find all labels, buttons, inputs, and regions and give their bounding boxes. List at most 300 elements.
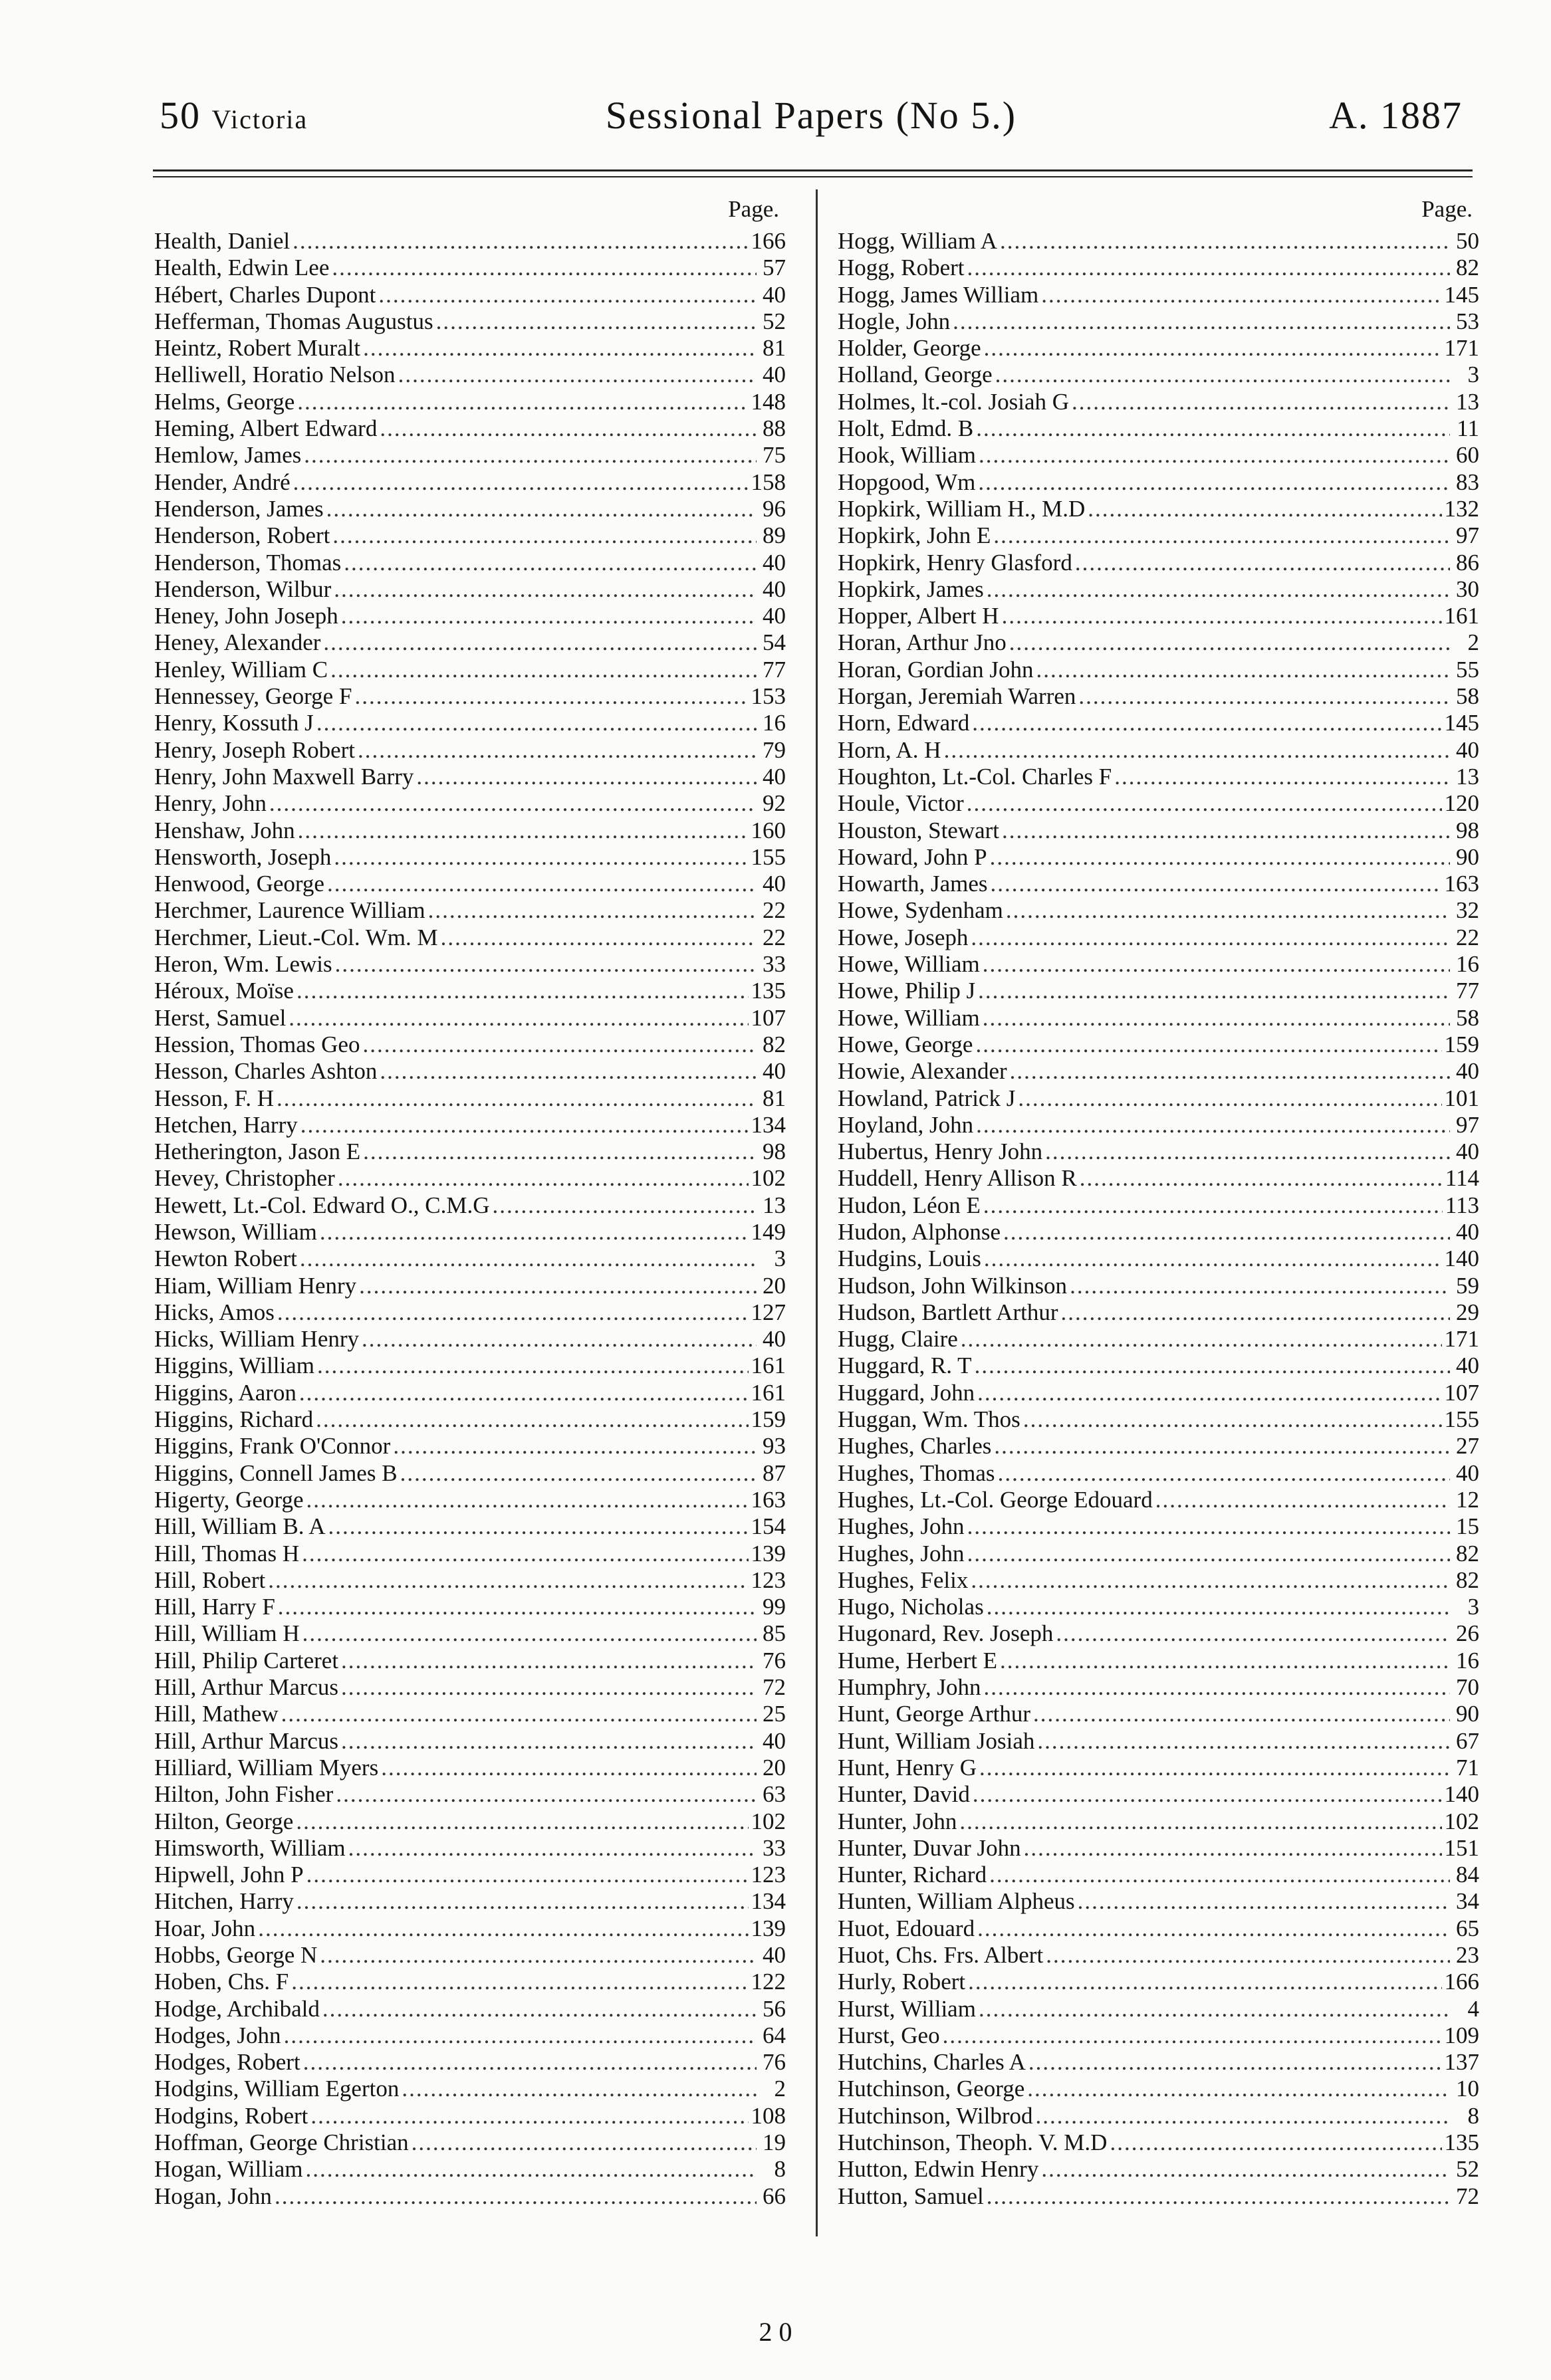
index-entry xyxy=(154,1352,786,1379)
leader-dots xyxy=(1000,228,1450,255)
entry-name: Hook, William xyxy=(838,442,976,469)
leader-dots xyxy=(299,1380,749,1406)
entry-page: 149 xyxy=(751,1218,786,1245)
leader-dots xyxy=(1061,1299,1451,1326)
index-entry xyxy=(154,603,786,629)
leader-dots xyxy=(278,1594,757,1620)
entry-page: 40 xyxy=(763,871,786,897)
index-entry xyxy=(838,522,1479,549)
leader-dots xyxy=(1002,603,1442,629)
leader-dots xyxy=(412,2129,757,2156)
leader-dots xyxy=(987,1594,1450,1620)
index-entry xyxy=(154,924,786,951)
index-entry xyxy=(154,1406,786,1433)
entry-page: 122 xyxy=(751,1969,786,1995)
entry-page: 161 xyxy=(751,1379,786,1406)
entry-page: 109 xyxy=(1444,2022,1479,2048)
entry-page: 123 xyxy=(751,1567,786,1593)
entry-page: 154 xyxy=(751,1513,786,1540)
leader-dots xyxy=(968,1969,1441,1995)
entry-page: 59 xyxy=(1456,1272,1479,1299)
leader-dots xyxy=(1037,1728,1450,1755)
leader-dots xyxy=(979,1996,1450,2022)
index-entry xyxy=(838,2049,1479,2076)
entry-page: 33 xyxy=(763,1834,786,1861)
leader-dots xyxy=(293,469,749,496)
index-entry xyxy=(838,817,1479,844)
index-entry xyxy=(154,469,786,496)
entry-page: 166 xyxy=(1444,1969,1479,1995)
entry-name: Hicks, William Henry xyxy=(154,1326,360,1352)
entry-name: Horan, Gordian John xyxy=(838,656,1034,683)
entry-name: Henley, William C xyxy=(154,656,328,683)
leader-dots xyxy=(983,1192,1443,1219)
entry-page: 58 xyxy=(1456,1004,1479,1031)
index-entry xyxy=(838,442,1479,469)
entry-page: 85 xyxy=(763,1620,786,1647)
index-entry xyxy=(154,1058,786,1085)
entry-page: 64 xyxy=(763,2022,786,2048)
leader-dots xyxy=(972,710,1441,736)
entry-name: Herst, Samuel xyxy=(154,1004,287,1031)
leader-dots xyxy=(983,1005,1450,1031)
leader-dots xyxy=(362,1326,757,1352)
entry-name: Hilton, George xyxy=(154,1808,294,1834)
index-list-right xyxy=(838,228,1479,2210)
entry-name: Houghton, Lt.-Col. Charles F xyxy=(838,763,1112,790)
entry-page: 20 xyxy=(763,1272,786,1299)
entry-name: Hutton, Samuel xyxy=(838,2183,984,2209)
leader-dots xyxy=(416,764,757,790)
entry-page: 163 xyxy=(751,1486,786,1513)
index-entry xyxy=(154,1138,786,1165)
entry-name: Hoyland, John xyxy=(838,1111,974,1138)
entry-name: Hewton Robert xyxy=(154,1245,297,1272)
entry-page: 34 xyxy=(1456,1888,1479,1915)
entry-name: Heney, John Joseph xyxy=(154,603,338,629)
leader-dots xyxy=(1041,2156,1450,2183)
leader-dots xyxy=(1010,1058,1450,1085)
leader-dots xyxy=(976,415,1450,442)
index-entry xyxy=(154,817,786,844)
entry-name: Hunter, David xyxy=(838,1781,970,1808)
index-entry xyxy=(838,1728,1479,1755)
entry-name: Hicks, Amos xyxy=(154,1299,275,1325)
entry-page: 22 xyxy=(763,924,786,950)
leader-dots xyxy=(1155,1487,1450,1513)
entry-page: 114 xyxy=(1445,1165,1479,1192)
entry-name: Henderson, Thomas xyxy=(154,549,342,576)
entry-page: 58 xyxy=(1456,683,1479,710)
entry-name: Holmes, lt.-col. Josiah G xyxy=(838,388,1070,415)
entry-name: Hughes, Felix xyxy=(838,1567,969,1593)
entry-page: 40 xyxy=(763,576,786,602)
index-entry xyxy=(838,1513,1479,1540)
entry-page: 23 xyxy=(1456,1942,1479,1968)
entry-name: Hunter, John xyxy=(838,1808,957,1834)
index-entry xyxy=(838,1165,1479,1192)
entry-name: Huddell, Henry Allison R xyxy=(838,1165,1077,1192)
index-entry xyxy=(838,1380,1479,1406)
entry-name: Hutchinson, Wilbrod xyxy=(838,2102,1033,2129)
entry-page: 155 xyxy=(1444,1406,1479,1433)
leader-dots xyxy=(291,1969,748,1995)
entry-name: Hilton, John Fisher xyxy=(154,1781,334,1808)
entry-name: Hogg, William A xyxy=(838,228,998,254)
leader-dots xyxy=(344,550,757,576)
entry-name: Hill, Thomas H xyxy=(154,1540,300,1567)
index-entry xyxy=(838,255,1479,281)
entry-name: Hogan, William xyxy=(154,2156,303,2183)
entry-page: 75 xyxy=(763,442,786,469)
leader-dots xyxy=(1033,1701,1450,1727)
leader-dots xyxy=(334,844,748,871)
index-entry xyxy=(838,362,1479,388)
leader-dots xyxy=(943,2022,1442,2049)
index-entry xyxy=(154,1433,786,1460)
leader-dots xyxy=(336,1781,757,1808)
leader-dots xyxy=(1110,2129,1441,2156)
index-entry xyxy=(838,1058,1479,1085)
index-entry xyxy=(838,1005,1479,1031)
entry-name: Hopper, Albert H xyxy=(838,603,999,629)
entry-name: Hill, Philip Carteret xyxy=(154,1647,339,1674)
index-entry xyxy=(838,1620,1479,1647)
index-entry xyxy=(838,1352,1479,1379)
leader-dots xyxy=(1070,1273,1450,1299)
leader-dots xyxy=(359,1273,757,1299)
index-entry xyxy=(838,1219,1479,1245)
index-column-left xyxy=(154,196,786,2210)
entry-page: 52 xyxy=(763,308,786,334)
entry-page: 40 xyxy=(763,763,786,790)
entry-name: Helms, George xyxy=(154,388,295,415)
index-entry xyxy=(838,657,1479,683)
entry-name: Hoben, Chs. F xyxy=(154,1969,289,1995)
entry-name: Hetchen, Harry xyxy=(154,1111,298,1138)
index-entry xyxy=(838,1862,1479,1888)
entry-name: Howarth, James xyxy=(838,871,988,897)
index-entry xyxy=(154,1192,786,1219)
leader-dots xyxy=(297,389,748,415)
leader-dots xyxy=(994,1433,1450,1460)
entry-name: Hodges, John xyxy=(154,2022,281,2048)
entry-name: Hipwell, John P xyxy=(154,1862,304,1888)
entry-name: Holland, George xyxy=(838,362,993,388)
leader-dots xyxy=(398,362,757,388)
entry-name: Hughes, Lt.-Col. George Edouard xyxy=(838,1486,1153,1513)
entry-page: 102 xyxy=(751,1165,786,1192)
index-entry xyxy=(838,1969,1479,1995)
index-entry xyxy=(154,1594,786,1620)
index-entry xyxy=(154,415,786,442)
index-entry xyxy=(154,897,786,924)
entry-page: 90 xyxy=(1456,843,1479,870)
index-entry xyxy=(154,1567,786,1594)
index-entry xyxy=(838,1888,1479,1915)
entry-page: 40 xyxy=(763,1058,786,1085)
index-entry xyxy=(154,764,786,790)
entry-page: 2 xyxy=(1467,629,1479,656)
leader-dots xyxy=(284,2022,757,2049)
index-entry xyxy=(838,1406,1479,1433)
leader-dots xyxy=(362,1031,757,1058)
entry-name: Hewett, Lt.-Col. Edward O., C.M.G xyxy=(154,1192,490,1218)
leader-dots xyxy=(983,951,1450,978)
entry-name: Hill, Robert xyxy=(154,1567,266,1593)
entry-page: 101 xyxy=(1444,1085,1479,1111)
entry-name: Howland, Patrick J xyxy=(838,1085,1016,1111)
entry-page: 82 xyxy=(1456,1567,1479,1593)
entry-page: 171 xyxy=(1444,1326,1479,1352)
index-entry xyxy=(154,2103,786,2129)
entry-name: Hogle, John xyxy=(838,308,951,334)
index-entry xyxy=(154,657,786,683)
leader-dots xyxy=(1024,1835,1442,1862)
leader-dots xyxy=(332,522,757,549)
leader-dots xyxy=(277,1085,757,1112)
leader-dots xyxy=(316,1406,748,1433)
entry-page: 127 xyxy=(751,1299,786,1325)
entry-page: 99 xyxy=(763,1594,786,1620)
index-entry xyxy=(838,2156,1479,2183)
index-entry xyxy=(154,1541,786,1567)
leader-dots xyxy=(380,415,757,442)
entry-name: Hill, Arthur Marcus xyxy=(154,1674,339,1701)
leader-dots xyxy=(277,1299,749,1326)
entry-page: 11 xyxy=(1457,415,1479,442)
entry-page: 140 xyxy=(1444,1245,1479,1272)
index-entry xyxy=(154,1969,786,1995)
entry-name: Hudon, Léon E xyxy=(838,1192,981,1218)
entry-page: 76 xyxy=(763,1647,786,1674)
entry-name: Herchmer, Laurence William xyxy=(154,897,425,924)
leader-dots xyxy=(281,1701,757,1727)
leader-dots xyxy=(297,1888,749,1915)
index-entry xyxy=(154,1460,786,1487)
entry-name: Hurst, Geo xyxy=(838,2022,940,2048)
entry-name: Hogan, John xyxy=(154,2183,272,2209)
entry-page: 40 xyxy=(763,603,786,629)
leader-dots xyxy=(971,924,1450,951)
entry-page: 33 xyxy=(763,951,786,978)
index-entry xyxy=(838,1487,1479,1513)
leader-dots xyxy=(979,1755,1450,1781)
leader-dots xyxy=(959,1808,1441,1835)
leader-dots xyxy=(973,1781,1442,1808)
entry-page: 79 xyxy=(763,736,786,763)
entry-page: 135 xyxy=(1444,2129,1479,2156)
entry-name: Hugg, Claire xyxy=(838,1326,958,1352)
index-entry xyxy=(838,576,1479,603)
entry-page: 40 xyxy=(763,1326,786,1352)
leader-dots xyxy=(306,1487,749,1513)
entry-name: Hopkirk, John E xyxy=(838,522,991,549)
index-entry xyxy=(154,1674,786,1701)
index-entry xyxy=(154,1808,786,1835)
leader-dots xyxy=(984,1245,1442,1272)
entry-name: Hiam, William Henry xyxy=(154,1272,357,1299)
entry-name: Hugonard, Rev. Joseph xyxy=(838,1620,1054,1647)
leader-dots xyxy=(297,978,749,1004)
index-entry xyxy=(154,1620,786,1647)
index-entry xyxy=(154,629,786,656)
index-entry xyxy=(838,629,1479,656)
leader-dots xyxy=(1006,897,1450,924)
index-entry xyxy=(154,1888,786,1915)
index-entry xyxy=(838,790,1479,817)
entry-name: Héroux, Moïse xyxy=(154,978,294,1004)
leader-dots xyxy=(338,1165,749,1192)
index-entry xyxy=(838,2183,1479,2210)
entry-page: 81 xyxy=(763,1085,786,1111)
page-number-value: 50 xyxy=(160,94,201,137)
entry-name: Holt, Edmd. B xyxy=(838,415,974,442)
leader-dots xyxy=(961,1326,1442,1352)
index-entry xyxy=(154,844,786,871)
entry-name: Hutchins, Charles A xyxy=(838,2049,1026,2076)
entry-page: 13 xyxy=(1456,763,1479,790)
entry-page: 40 xyxy=(1456,1218,1479,1245)
entry-page: 60 xyxy=(1456,442,1479,469)
index-entry xyxy=(154,2129,786,2156)
leader-dots xyxy=(967,1541,1450,1567)
column-divider xyxy=(816,189,818,2236)
entry-page: 96 xyxy=(763,495,786,522)
entry-name: Higerty, George xyxy=(154,1486,304,1513)
index-entry xyxy=(838,228,1479,255)
leader-dots xyxy=(381,1755,757,1781)
leader-dots xyxy=(1018,1085,1441,1112)
index-entry xyxy=(838,2022,1479,2049)
entry-name: Hender, André xyxy=(154,469,291,495)
index-entry xyxy=(154,335,786,362)
entry-name: Hutton, Edwin Henry xyxy=(838,2156,1039,2183)
entry-name: Higgins, Aaron xyxy=(154,1379,297,1406)
entry-name: Hudgins, Louis xyxy=(838,1245,981,1272)
entry-page: 139 xyxy=(751,1540,786,1567)
entry-page: 40 xyxy=(763,362,786,388)
leader-dots xyxy=(967,1513,1450,1540)
index-entry xyxy=(154,710,786,736)
leader-dots xyxy=(258,1915,748,1942)
leader-dots xyxy=(400,1460,757,1487)
index-entry xyxy=(838,282,1479,308)
entry-page: 27 xyxy=(1456,1433,1479,1460)
entry-name: Howe, William xyxy=(838,1004,980,1031)
entry-name: Hopgood, Wm xyxy=(838,469,976,495)
entry-page: 50 xyxy=(1456,228,1479,254)
entry-page: 123 xyxy=(751,1862,786,1888)
entry-name: Henwood, George xyxy=(154,871,324,897)
index-column-right xyxy=(838,196,1479,2210)
leader-dots xyxy=(1056,1620,1450,1647)
entry-page: 139 xyxy=(751,1915,786,1941)
index-entry xyxy=(154,2049,786,2076)
leader-dots xyxy=(1027,2076,1450,2102)
entry-name: Higgins, William xyxy=(154,1352,315,1379)
entry-page: 97 xyxy=(1456,1111,1479,1138)
entry-page: 132 xyxy=(1444,495,1479,522)
leader-dots xyxy=(977,1915,1450,1942)
leader-dots xyxy=(354,683,748,710)
index-entry xyxy=(838,737,1479,764)
leader-dots xyxy=(363,335,757,362)
entry-page: 40 xyxy=(763,281,786,308)
index-entry xyxy=(154,978,786,1004)
leader-dots xyxy=(944,737,1450,764)
index-entry xyxy=(838,924,1479,951)
leader-dots xyxy=(330,657,757,683)
index-entry xyxy=(154,1245,786,1272)
entry-page: 40 xyxy=(1456,1460,1479,1486)
index-entry xyxy=(838,469,1479,496)
entry-name: Hughes, John xyxy=(838,1540,965,1567)
entry-page: 81 xyxy=(763,335,786,362)
entry-name: Hemlow, James xyxy=(154,442,302,469)
index-entry xyxy=(154,1487,786,1513)
entry-name: Hesson, F. H xyxy=(154,1085,274,1111)
leader-dots xyxy=(428,897,757,924)
entry-name: Huggard, John xyxy=(838,1379,975,1406)
entry-page: 13 xyxy=(1456,388,1479,415)
index-entry xyxy=(838,308,1479,335)
entry-page: 77 xyxy=(1456,978,1479,1004)
entry-page: 13 xyxy=(763,1192,786,1218)
entry-name: Horn, Edward xyxy=(838,710,970,736)
index-entry xyxy=(838,1942,1479,1969)
entry-name: Herchmer, Lieut.-Col. Wm. M xyxy=(154,924,438,950)
entry-page: 153 xyxy=(751,683,786,710)
entry-page: 134 xyxy=(751,1111,786,1138)
entry-name: Health, Edwin Lee xyxy=(154,255,330,281)
signature-mark: 2 0 xyxy=(759,2317,792,2347)
entry-name: Henry, John xyxy=(154,790,267,817)
entry-name: Hughes, Charles xyxy=(838,1433,992,1460)
entry-page: 16 xyxy=(1456,1647,1479,1674)
entry-name: Henderson, James xyxy=(154,495,324,522)
index-entry xyxy=(154,1085,786,1112)
leader-dots xyxy=(304,442,757,469)
leader-dots xyxy=(317,1352,748,1379)
leader-dots xyxy=(1080,1165,1443,1192)
index-entry xyxy=(154,683,786,710)
entry-page: 151 xyxy=(1444,1834,1479,1861)
index-entry xyxy=(838,1915,1479,1942)
index-entry xyxy=(838,415,1479,442)
index-entry xyxy=(838,1835,1479,1862)
leader-dots xyxy=(995,362,1450,388)
index-entry xyxy=(154,737,786,764)
index-entry xyxy=(838,1245,1479,1272)
entry-name: Howe, Joseph xyxy=(838,924,969,950)
entry-name: Hennessey, George F xyxy=(154,683,352,710)
leader-dots xyxy=(984,335,1442,362)
entry-page: 30 xyxy=(1456,576,1479,602)
entry-page: 155 xyxy=(751,843,786,870)
index-entry xyxy=(154,442,786,469)
index-entry xyxy=(154,362,786,388)
entry-page: 32 xyxy=(1456,897,1479,924)
leader-dots xyxy=(1045,1138,1450,1165)
entry-name: Huot, Edouard xyxy=(838,1915,975,1941)
index-entry xyxy=(838,603,1479,629)
leader-dots xyxy=(305,2156,757,2183)
entry-page: 88 xyxy=(763,415,786,442)
entry-name: Holder, George xyxy=(838,335,981,362)
index-entry xyxy=(154,1915,786,1942)
index-entry xyxy=(838,1648,1479,1674)
